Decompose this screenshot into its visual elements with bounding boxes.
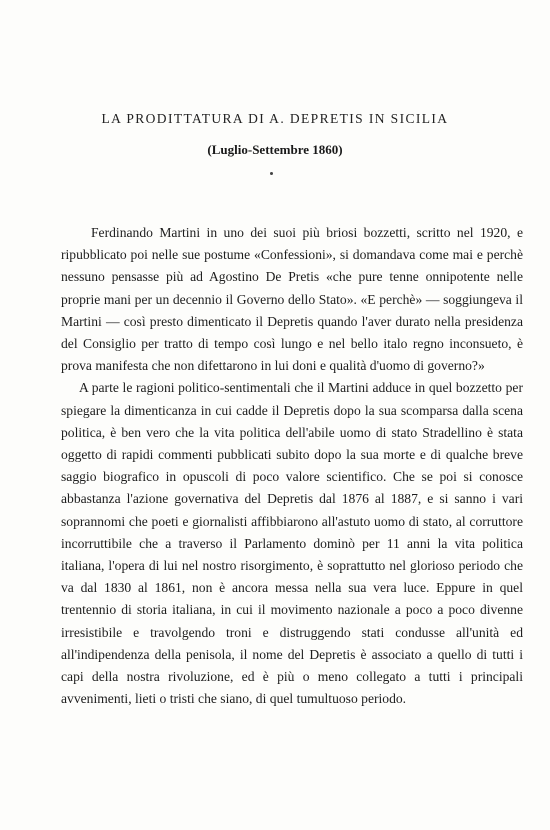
ornament-dot	[270, 172, 273, 175]
paragraph: A parte le ragioni politico-sentimentali che il Martini adduce in quel bozzetto per spiegare la dimenticanza in cui cadde il Depretis dopo la sua scomparsa dalla scena politica, è ben vero che la vita politica dell'abile uomo di stato Stradellino è stata oggetto di rapidi commenti pubblicati subito dopo la sua morte e di qualche breve saggio biografico in opuscoli di poco valore scientifico. Che se poi si conosce abbastanza l'azione governativa del Depretis dal 1876 al 1887, e si sanno i vari soprannomi che poeti e giornalisti affibbiarono all'astuto uomo di stato, al corruttore incorruttibile che a traverso il Parlamento dominò per 11 anni la vita politica italiana, l'opera di lui nel nostro risorgimento, è soprattutto nel glorioso periodo che va dal 1830 al 1861, non è ancora messa nella sua vera luce. Eppure in quel trentennio di storia italiana, in cui il movimento nazionale a poco a poco divenne irresistibile e travolgendo troni e distruggendo stati condusse all'unità ed all'indipendenza della penisola, il nome del Depretis è associato a quello di tutti i capi della nostra rivoluzione, ed è più o meno collegato a tutti i principali avvenimenti, lieti o tristi che siano, di quel tumultuoso periodo.	[61, 380, 523, 707]
paragraph: Ferdinando Martini in uno dei suoi più briosi bozzetti, scritto nel 1920, e ripubblicato poi nelle sue postume «Confessioni», si domandava come mai e perchè nessuno pensasse più ad Agostino De Pretis «che pure tenne onnipotente nelle proprie mani per un decennio il Governo dello Stato». «E perchè» — soggiungeva il Martini — così presto dimenticato il Depretis quando l'aver durato nella presidenza del Consiglio per tratto di tempo così lungo e nel bello italo regno inconsueto, è prova manifesta che non difettarono in lui doni e qualità d'uomo di governo?»	[61, 225, 523, 374]
document-title: LA PRODITTATURA DI A. DEPRETIS IN SICILIA	[101, 111, 449, 126]
document-subtitle: (Luglio-Settembre 1860)	[207, 142, 343, 157]
document-body	[61, 222, 523, 710]
